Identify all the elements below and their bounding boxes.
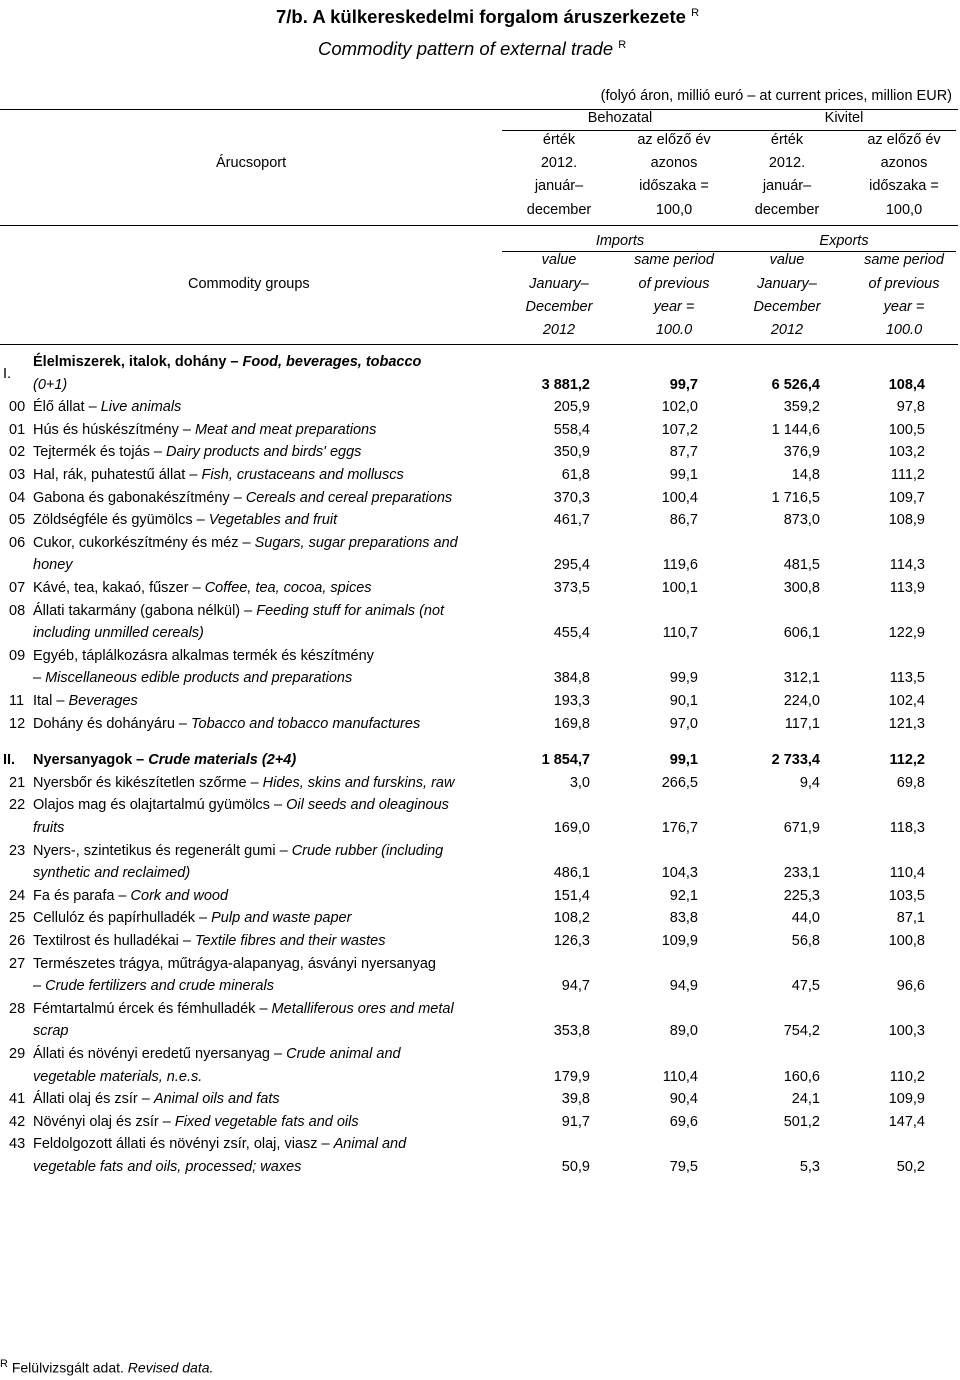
rule-bottom — [0, 344, 958, 345]
cell-value: 350,9 — [553, 444, 590, 461]
cell-value: 1 716,5 — [771, 489, 820, 506]
cell-value: 455,4 — [553, 625, 590, 642]
header-group-en: Commodity groups — [188, 276, 310, 292]
label-en: honey — [33, 557, 73, 574]
header-index-hu: 100,0 — [655, 202, 693, 218]
cell-value: 99,9 — [669, 670, 698, 687]
cell-value: 3 881,2 — [541, 376, 590, 393]
header-exports-en: Exports — [819, 233, 869, 249]
label-en: synthetic and reclaimed) — [33, 865, 191, 882]
cell-value: 44,0 — [791, 910, 820, 927]
header-index-en: 100.0 — [655, 322, 693, 338]
cell-value: 50,9 — [561, 1159, 590, 1175]
row-label — [33, 978, 274, 994]
cell-value: 359,2 — [783, 399, 820, 416]
cell-value: 754,2 — [783, 1023, 820, 1040]
cell-value: 205,9 — [553, 399, 590, 416]
page-subtitle — [318, 38, 626, 60]
cell-value: 606,1 — [783, 625, 820, 642]
row-code: 04 — [9, 489, 26, 506]
cell-value: 461,7 — [553, 512, 590, 529]
cell-value: 111,2 — [890, 467, 925, 483]
row-label — [33, 910, 351, 926]
cell-value: 117,1 — [784, 715, 820, 732]
row-label — [33, 1001, 454, 1017]
row-label — [33, 888, 228, 904]
footnote-en: Revised data. — [127, 1359, 214, 1376]
label-hu: Fa és parafa – — [33, 887, 131, 904]
label-en: Oil seeds and oleaginous — [286, 797, 449, 814]
row-label — [33, 933, 385, 949]
cell-value: 24,1 — [791, 1091, 820, 1108]
section-number: II. — [3, 752, 16, 769]
cell-value: 112,2 — [889, 752, 925, 769]
cell-value: 79,5 — [669, 1159, 698, 1175]
label-hu: Növényi olaj és zsír – — [33, 1113, 175, 1130]
cell-value: 108,9 — [888, 512, 925, 529]
label-en: vegetable fats and oils, processed; waxes — [33, 1159, 302, 1175]
row-label — [33, 535, 458, 551]
row-code: 07 — [9, 580, 26, 596]
cell-value: 110,4 — [662, 1068, 698, 1085]
cell-value: 108,2 — [553, 910, 590, 927]
cell-value: 486,1 — [553, 865, 590, 882]
header-index-hu: időszaka = — [869, 178, 939, 194]
label-en: Fixed vegetable fats and oils — [174, 1113, 359, 1130]
row-label — [33, 956, 436, 972]
row-code: 27 — [9, 955, 26, 972]
cell-value: 113,5 — [889, 670, 925, 687]
cell-value: 103,5 — [888, 887, 925, 904]
row-label — [33, 490, 452, 506]
label-hu: Cellulóz és papírhulladék – — [33, 910, 212, 927]
label-hu: Ital – — [33, 693, 69, 709]
row-label — [33, 1023, 68, 1039]
label-hu: Egyéb, táplálkozásra alkalmas termék és készítmény — [33, 647, 374, 664]
header-index-hu: időszaka = — [639, 178, 709, 194]
cell-value: 47,5 — [791, 978, 820, 995]
cell-value: 100,8 — [888, 933, 925, 949]
header-index-hu: azonos — [880, 155, 928, 171]
cell-value: 69,6 — [669, 1113, 698, 1130]
label-en: Crude materials (2+4) — [148, 752, 297, 769]
cell-value: 69,8 — [896, 774, 925, 791]
cell-value: 104,3 — [661, 865, 698, 882]
row-code: 21 — [9, 774, 26, 791]
cell-value: 110,2 — [889, 1068, 925, 1085]
header-index-en: 100.0 — [885, 322, 923, 338]
row-label — [33, 843, 443, 859]
cell-value: 83,8 — [669, 910, 698, 927]
label-en: Dairy products and birds' eggs — [165, 444, 362, 461]
section-number: I. — [3, 366, 12, 382]
row-code: 42 — [9, 1113, 26, 1130]
header-value-hu: érték — [542, 132, 576, 148]
row-label — [33, 775, 454, 791]
unit-note: (folyó áron, millió euró – at current prices, million EUR) — [600, 88, 952, 104]
row-label — [33, 820, 64, 836]
cell-value: 110,7 — [662, 625, 698, 642]
label-hu: Élelmiszerek, italok, dohány – — [33, 354, 243, 370]
row-label — [33, 512, 337, 528]
section-title — [33, 377, 67, 393]
label-hu: Zöldségféle és gyümölcs – — [33, 512, 209, 529]
revised-mark: R — [691, 6, 700, 19]
cell-value: 373,5 — [553, 580, 590, 596]
cell-value: 5,3 — [799, 1159, 820, 1175]
label-hu: Hús és húskészítmény – — [33, 421, 195, 438]
cell-value: 266,5 — [661, 774, 698, 791]
row-code: 08 — [9, 602, 26, 619]
cell-value: 233,1 — [783, 865, 820, 882]
cell-value: 107,2 — [661, 421, 698, 438]
row-code: 24 — [9, 887, 26, 904]
cell-value: 119,6 — [662, 557, 698, 574]
cell-value: 2 733,4 — [771, 752, 820, 769]
cell-value: 94,9 — [669, 978, 698, 995]
row-label — [33, 1069, 202, 1085]
header-value-hu: január– — [762, 178, 812, 194]
cell-value: 90,4 — [669, 1091, 698, 1108]
label-en: vegetable materials, n.e.s. — [33, 1068, 203, 1085]
header-exports-hu: Kivitel — [824, 110, 864, 126]
cell-value: 102,0 — [661, 399, 698, 416]
row-label — [33, 444, 361, 460]
header-value-en: December — [525, 299, 593, 315]
row-code: 03 — [9, 467, 26, 483]
cell-value: 113,9 — [889, 580, 925, 596]
header-group-hu: Árucsoport — [216, 155, 287, 171]
cell-value: 312,1 — [783, 670, 820, 687]
row-code: 05 — [9, 512, 26, 529]
header-value-hu: december — [754, 202, 820, 218]
cell-value: 3,0 — [569, 774, 590, 791]
label-en: Food, beverages, tobacco — [242, 354, 422, 370]
cell-value: 109,9 — [888, 1091, 925, 1108]
cell-value: 384,8 — [553, 670, 590, 687]
row-label — [33, 670, 352, 686]
cell-value: 6 526,4 — [771, 376, 820, 393]
row-label — [33, 648, 374, 664]
row-label — [33, 580, 372, 596]
label-hu: Textilrost és hulladékai – — [33, 933, 195, 949]
cell-value: 1 144,6 — [771, 421, 820, 438]
cell-value: 89,0 — [669, 1023, 698, 1040]
label-en: Crude rubber (including — [291, 842, 444, 859]
header-value-en: January– — [529, 276, 589, 292]
cell-value: 56,8 — [791, 933, 820, 949]
row-label — [33, 625, 204, 641]
row-code: 12 — [9, 715, 26, 732]
label-en: (0+1) — [33, 376, 68, 393]
row-code: 29 — [9, 1046, 26, 1062]
cell-value: 102,4 — [888, 693, 925, 709]
label-en: including unmilled cereals) — [33, 625, 204, 642]
cell-value: 122,9 — [888, 625, 925, 642]
cell-value: 353,8 — [553, 1023, 590, 1040]
cell-value: 96,6 — [896, 978, 925, 995]
label-en: Vegetables and fruit — [208, 512, 338, 529]
label-hu: Gabona és gabonakészítmény – — [33, 489, 246, 506]
cell-value: 671,9 — [783, 820, 820, 836]
footnote-mark: R — [0, 1358, 8, 1370]
footnote — [0, 1358, 213, 1376]
label-en: Beverages — [68, 693, 138, 709]
cell-value: 50,2 — [896, 1159, 925, 1175]
label-en: Hides, skins and furskins, raw — [262, 774, 455, 791]
cell-value: 151,4 — [553, 887, 590, 904]
header-index-hu: az előző év — [637, 132, 711, 148]
label-en: Cork and wood — [130, 887, 229, 904]
cell-value: 501,2 — [783, 1113, 820, 1130]
cell-value: 147,4 — [888, 1113, 925, 1130]
cell-value: 94,7 — [561, 978, 590, 995]
label-en: – Miscellaneous edible products and preparations — [33, 670, 353, 687]
cell-value: 109,9 — [661, 933, 698, 949]
label-en: – Crude fertilizers and crude minerals — [33, 978, 274, 995]
cell-value: 160,6 — [783, 1068, 820, 1085]
row-label — [33, 1136, 406, 1152]
cell-value: 225,3 — [783, 887, 820, 904]
label-hu: Kávé, tea, kakaó, fűszer – — [33, 580, 205, 596]
header-index-en: same period — [864, 252, 944, 268]
cell-value: 114,3 — [889, 557, 925, 574]
label-en: Animal oils and fats — [153, 1091, 280, 1108]
label-en: Tobacco and tobacco manufactures — [191, 715, 421, 732]
label-hu: Tejtermék és tojás – — [33, 444, 166, 461]
label-hu: Nyersanyagok – — [33, 752, 149, 769]
header-index-en: of previous — [868, 276, 940, 292]
cell-value: 481,5 — [783, 557, 820, 574]
cell-value: 300,8 — [783, 580, 820, 596]
label-hu: Állati olaj és zsír – — [33, 1091, 154, 1108]
row-label — [33, 865, 190, 881]
label-en: Coffee, tea, cocoa, spices — [204, 580, 372, 596]
cell-value: 295,4 — [553, 557, 590, 574]
label-en: Sugars, sugar preparations and — [254, 534, 458, 551]
header-value-hu: január– — [534, 178, 584, 194]
row-code: 11 — [9, 693, 25, 709]
label-en: Metalliferous ores and metal — [271, 1000, 454, 1017]
cell-value: 376,9 — [783, 444, 820, 461]
label-hu: Élő állat – — [33, 399, 101, 416]
row-label — [33, 603, 444, 619]
cell-value: 86,7 — [669, 512, 698, 529]
cell-value: 87,7 — [669, 444, 698, 461]
row-label — [33, 797, 449, 813]
section-title — [33, 752, 296, 768]
label-en: scrap — [33, 1023, 69, 1040]
label-en: Textile fibres and their wastes — [195, 933, 386, 949]
label-en: Fish, crustaceans and molluscs — [201, 467, 404, 483]
row-label — [33, 716, 420, 732]
cell-value: 100,4 — [661, 489, 698, 506]
cell-value: 99,7 — [669, 376, 698, 393]
cell-value: 873,0 — [783, 512, 820, 529]
cell-value: 179,9 — [553, 1068, 590, 1085]
header-index-en: year = — [883, 299, 925, 315]
label-hu: Dohány és dohányáru – — [33, 715, 191, 732]
row-code: 41 — [9, 1091, 26, 1108]
revised-mark-en: R — [618, 38, 627, 51]
row-code: 23 — [9, 842, 26, 859]
title-hu: 7/b. A külkereskedelmi forgalom áruszerkezete — [276, 6, 686, 27]
header-value-hu: 2012. — [768, 155, 806, 171]
label-en: Meat and meat preparations — [195, 421, 377, 438]
cell-value: 39,8 — [561, 1091, 590, 1108]
header-value-en: 2012 — [770, 322, 804, 338]
cell-value: 97,8 — [896, 399, 925, 416]
cell-value: 100,5 — [888, 421, 925, 438]
cell-value: 90,1 — [669, 693, 698, 709]
label-en: Crude animal and — [286, 1046, 401, 1062]
header-value-hu: december — [526, 202, 592, 218]
cell-value: 9,4 — [799, 774, 820, 791]
cell-value: 110,4 — [889, 865, 925, 882]
label-en: Cereals and cereal preparations — [245, 489, 453, 506]
header-index-hu: 100,0 — [885, 202, 923, 218]
cell-value: 176,7 — [661, 820, 698, 836]
row-code: 22 — [9, 797, 26, 814]
label-hu: Olajos mag és olajtartalmú gyümölcs – — [33, 797, 287, 814]
label-hu: Hal, rák, puhatestű állat – — [33, 467, 202, 483]
row-code: 09 — [9, 647, 26, 664]
row-code: 00 — [9, 399, 26, 416]
rule-imports-hu — [502, 130, 740, 131]
header-value-en: value — [769, 252, 805, 268]
label-en: Live animals — [100, 399, 182, 416]
row-label — [33, 693, 138, 709]
cell-value: 99,1 — [669, 752, 698, 769]
header-imports-en: Imports — [595, 233, 645, 249]
rule-exports-hu — [736, 130, 956, 131]
label-hu: Nyersbőr és kikészítetlen szőrme – — [33, 774, 263, 791]
cell-value: 103,2 — [888, 444, 925, 461]
label-en: Feeding stuff for animals (not — [256, 602, 445, 619]
row-label — [33, 422, 376, 438]
cell-value: 370,3 — [553, 489, 590, 506]
row-label — [33, 467, 404, 483]
row-code: 26 — [9, 933, 26, 949]
header-index-hu: az előző év — [867, 132, 941, 148]
header-index-en: same period — [634, 252, 714, 268]
cell-value: 1 854,7 — [541, 752, 590, 769]
label-hu: Természetes trágya, műtrágya-alapanyag, ásványi nyersanyag — [33, 955, 436, 972]
label-hu: Fémtartalmú ércek és fémhulladék – — [33, 1000, 272, 1017]
header-index-en: year = — [653, 299, 695, 315]
row-label — [33, 1091, 280, 1107]
page-title — [276, 6, 699, 28]
row-code: 02 — [9, 444, 26, 461]
cell-value: 126,3 — [553, 933, 590, 949]
cell-value: 14,8 — [791, 467, 820, 483]
row-code: 28 — [9, 1000, 26, 1017]
cell-value: 99,1 — [669, 467, 698, 483]
cell-value: 61,8 — [561, 467, 590, 483]
cell-value: 100,1 — [661, 580, 698, 596]
row-label — [33, 1046, 401, 1062]
cell-value: 169,0 — [553, 820, 590, 836]
label-hu: Cukor, cukorkészítmény és méz – — [33, 534, 255, 551]
cell-value: 224,0 — [783, 693, 820, 709]
cell-value: 100,3 — [888, 1023, 925, 1040]
cell-value: 108,4 — [888, 376, 925, 393]
section-title — [33, 354, 421, 370]
header-value-hu: érték — [770, 132, 804, 148]
cell-value: 169,8 — [553, 715, 590, 732]
header-imports-hu: Behozatal — [587, 110, 653, 126]
row-code: 43 — [9, 1136, 26, 1153]
cell-value: 121,3 — [888, 715, 925, 732]
title-en: Commodity pattern of external trade — [318, 38, 614, 59]
footnote-hu: Felülvizsgált adat. — [11, 1359, 124, 1376]
label-hu: Nyers-, szintetikus és regenerált gumi – — [33, 842, 292, 859]
cell-value: 109,7 — [888, 489, 925, 506]
row-label — [33, 1114, 359, 1130]
row-code: 01 — [9, 421, 26, 438]
header-value-hu: 2012. — [540, 155, 578, 171]
cell-value: 193,3 — [553, 693, 590, 709]
header-index-hu: azonos — [650, 155, 698, 171]
cell-value: 87,1 — [896, 910, 925, 927]
header-value-en: December — [753, 299, 821, 315]
label-hu: Állati és növényi eredetű nyersanyag – — [33, 1046, 287, 1062]
header-value-en: value — [541, 252, 577, 268]
label-en: fruits — [33, 820, 65, 836]
row-label — [33, 1159, 301, 1175]
row-code: 06 — [9, 534, 26, 551]
cell-value: 92,1 — [669, 887, 698, 904]
row-label — [33, 557, 73, 573]
cell-value: 91,7 — [561, 1113, 590, 1130]
row-code: 25 — [9, 910, 26, 927]
cell-value: 118,3 — [889, 820, 925, 836]
header-value-en: 2012 — [542, 322, 576, 338]
cell-value: 558,4 — [553, 421, 590, 438]
header-value-en: January– — [757, 276, 817, 292]
cell-value: 97,0 — [669, 715, 698, 732]
row-label — [33, 399, 181, 415]
label-en: Pulp and waste paper — [211, 910, 352, 927]
header-index-en: of previous — [638, 276, 710, 292]
label-hu: Feldolgozott állati és növényi zsír, olaj, viasz – — [33, 1136, 334, 1153]
label-hu: Állati takarmány (gabona nélkül) – — [33, 602, 257, 619]
rule-mid — [0, 225, 958, 226]
label-en: Animal and — [333, 1136, 407, 1153]
